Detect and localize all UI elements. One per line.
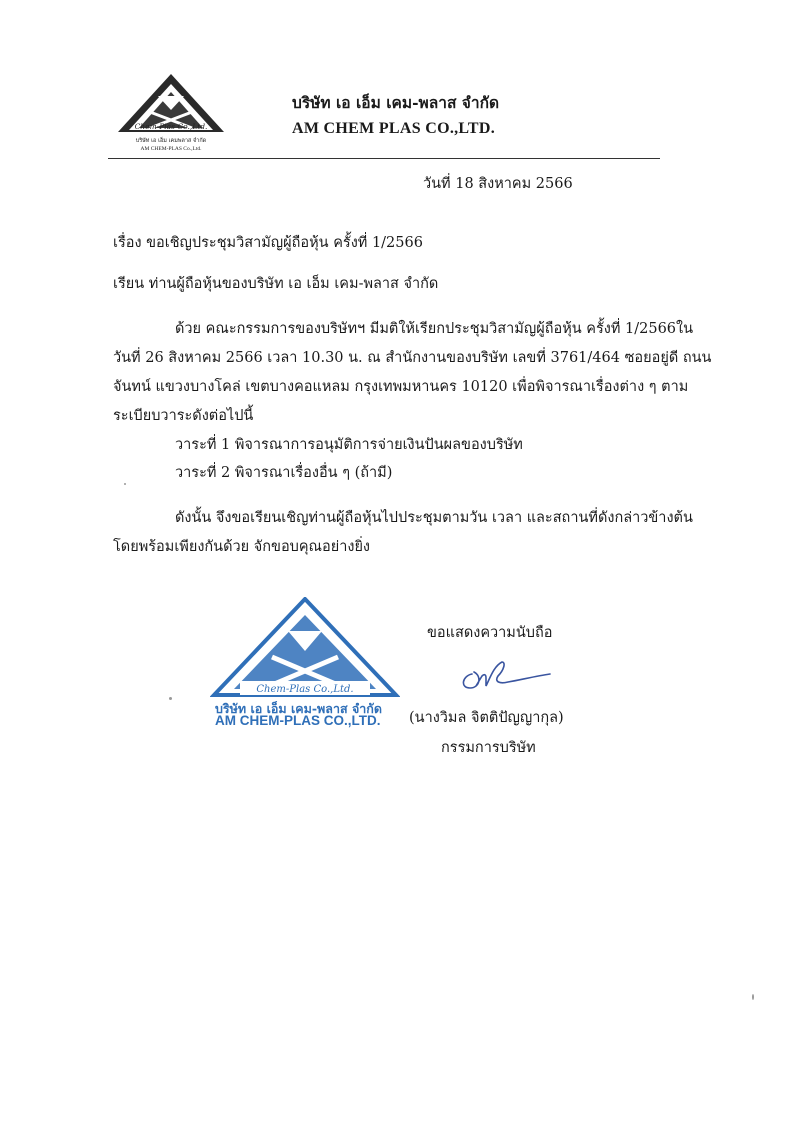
- body-line: ระเบียบวาระดังต่อไปนี้: [113, 408, 254, 424]
- company-name-th: บริษัท เอ เอ็ม เคม-พลาส จำกัด: [292, 93, 500, 112]
- signature: [458, 652, 554, 696]
- agenda-item-1: วาระที่ 1 พิจารณาการอนุมัติการจ่ายเงินปันผลของบริษัท: [175, 437, 523, 453]
- stamp-logo-text: Chem-Plas Co.,Ltd.: [256, 684, 354, 695]
- body-line: วันที่ 26 สิงหาคม 2566 เวลา 10.30 น. ณ สำนักงานของบริษัท เลขที่ 3761/464 ซอยอยู่ดี ถนน: [113, 350, 712, 366]
- signer-title: กรรมการบริษัท: [441, 740, 536, 756]
- agenda-item-2: วาระที่ 2 พิจารณาเรื่องอื่น ๆ (ถ้ามี): [175, 465, 393, 481]
- header-logo-text: Chem-Plas Co.,Ltd.: [134, 122, 208, 131]
- company-name-en: AM CHEM PLAS CO.,LTD.: [292, 120, 496, 137]
- closing: ขอแสดงความนับถือ: [427, 625, 553, 641]
- stamp-logo-mark: [210, 597, 400, 703]
- signer-name: (นางวิมล จิตติปัญญากุล): [409, 710, 564, 726]
- body-line: ดังนั้น จึงขอเรียนเชิญท่านผู้ถือหุ้นไปประชุมตามวัน เวลา และสถานที่ดังกล่าวข้างต้น: [175, 510, 693, 526]
- body-line: โดยพร้อมเพียงกันด้วย จักขอบคุณอย่างยิ่ง: [113, 539, 371, 555]
- header-divider: [108, 158, 660, 159]
- header-logo-mark: [112, 70, 230, 158]
- body-line: จันทน์ แขวงบางโคล่ เขตบางคอแหลม กรุงเทพมหานคร 10120 เพื่อพิจารณาเรื่องต่าง ๆ ตาม: [113, 379, 689, 395]
- signature-mark: [458, 652, 554, 696]
- header-logo-sub-th: บริษัท เอ เอ็ม เคมพลาส จำกัด: [135, 138, 207, 144]
- stamp-name-th: บริษัท เอ เอ็ม เคม-พลาส จำกัด: [215, 701, 382, 716]
- body-line: ด้วย คณะกรรมการของบริษัทฯ มีมติให้เรียกประชุมวิสามัญผู้ถือหุ้น ครั้งที่ 1/2566ใน: [175, 321, 694, 337]
- letter-recipient: เรียน ท่านผู้ถือหุ้นของบริษัท เอ เอ็ม เคม-พลาส จำกัด: [113, 276, 439, 292]
- header-logo-sub-en: AM CHEM-PLAS Co.,Ltd.: [140, 146, 202, 152]
- scan-speck: [752, 994, 754, 1000]
- company-stamp: [210, 597, 400, 703]
- letter-date: วันที่ 18 สิงหาคม 2566: [423, 176, 573, 192]
- header-logo: [112, 70, 230, 158]
- letter-subject: เรื่อง ขอเชิญประชุมวิสามัญผู้ถือหุ้น ครั้งที่ 1/2566: [113, 235, 423, 251]
- scan-speck: [124, 483, 126, 485]
- stamp-name-en: AM CHEM-PLAS CO.,LTD.: [215, 713, 381, 728]
- scan-speck: [169, 697, 172, 700]
